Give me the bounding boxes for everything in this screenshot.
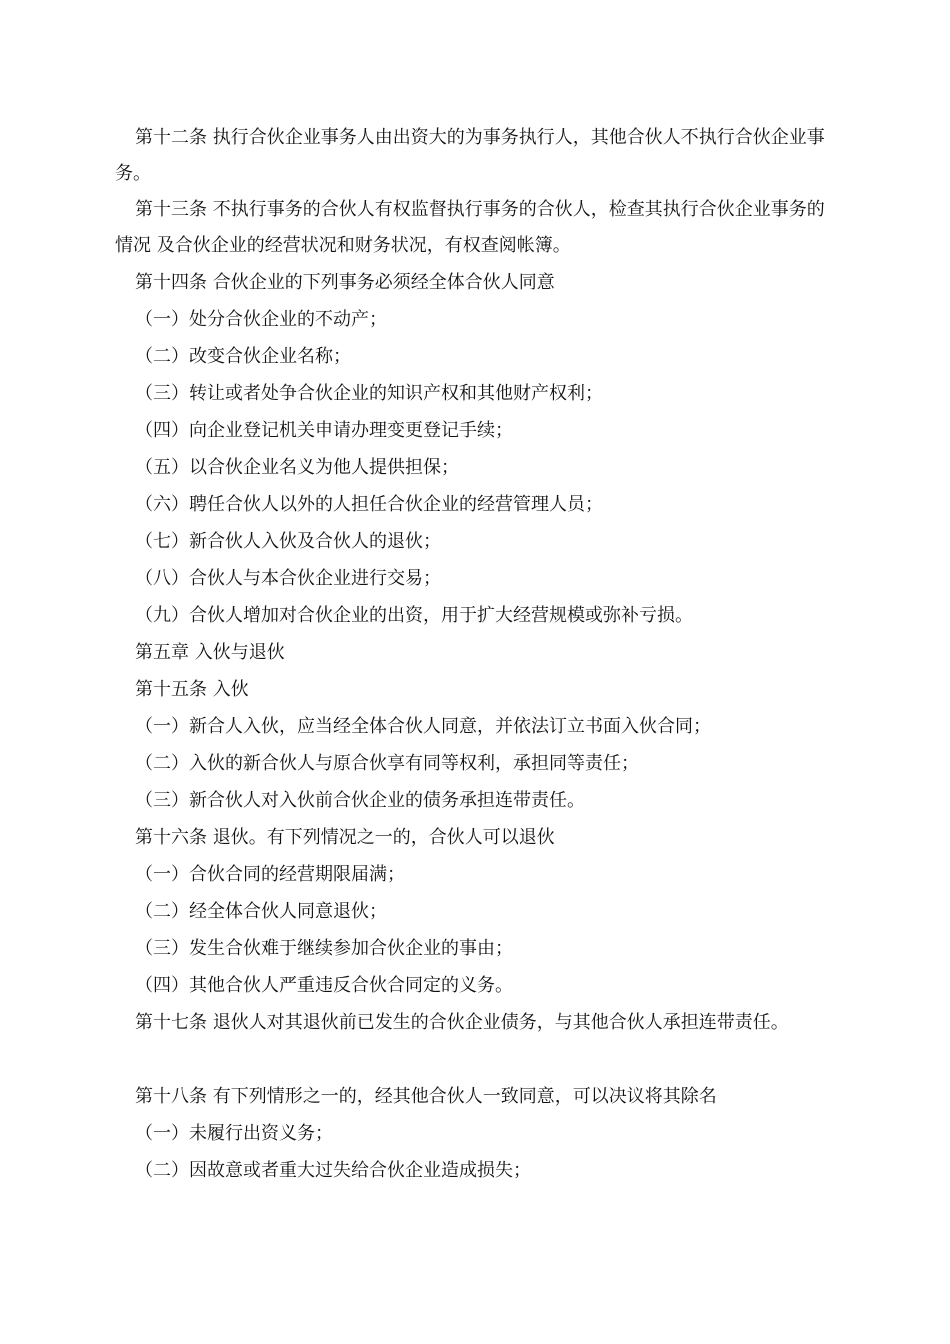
article-15-item-2: （二）入伙的新合伙人与原合伙享有同等权利，承担同等责任； <box>135 753 639 774</box>
article-14-item-2: （二）改变合伙企业名称； <box>135 346 351 367</box>
article-14-item-7: （七）新合伙人入伙及合伙人的退伙； <box>135 531 441 552</box>
article-14-item-9: （九）合伙人增加对合伙企业的出资，用于扩大经营规模或弥补亏损。 <box>135 605 693 626</box>
article-18-item-1: （一）未履行出资义务； <box>135 1123 333 1144</box>
article-16-item-1: （一）合伙合同的经营期限届满； <box>135 864 405 885</box>
article-18-item-2: （二）因故意或者重大过失给合伙企业造成损失； <box>135 1160 531 1181</box>
article-16-item-4: （四）其他合伙人严重违反合伙合同定的义务。 <box>135 975 513 996</box>
article-17: 第十七条 退伙人对其退伙前已发生的合伙企业债务，与其他合伙人承担连带责任。 <box>135 1012 789 1033</box>
article-15-item-3: （三）新合伙人对入伙前合伙企业的债务承担连带责任。 <box>135 790 585 811</box>
article-13: 第十三条 不执行事务的合伙人有权监督执行事务的合伙人，检查其执行合伙企业事务的情况 及合伙企业的经营状况和财务状况，有权查阅帐簿。 <box>115 199 825 256</box>
article-14-item-3: （三）转让或者处争合伙企业的知识产权和其他财产权利； <box>135 383 603 404</box>
article-18: 第十八条 有下列情形之一的，经其他合伙人一致同意，可以决议将其除名 <box>135 1086 717 1107</box>
article-15: 第十五条 入伙 <box>135 679 249 700</box>
document-body <box>115 120 840 1189</box>
article-16: 第十六条 退伙。有下列情况之一的，合伙人可以退伙 <box>135 827 555 848</box>
article-15-item-1: （一）新合人入伙，应当经全体合伙人同意，并依法订立书面入伙合同； <box>135 716 711 737</box>
article-14: 第十四条 合伙企业的下列事务必须经全体合伙人同意 <box>135 272 555 293</box>
article-12: 第十二条 执行合伙企业事务人由出资大的为事务执行人，其他合伙人不执行合伙企业事务。 <box>115 127 825 184</box>
article-16-item-3: （三）发生合伙难于继续参加合伙企业的事由； <box>135 938 513 959</box>
article-14-item-8: （八）合伙人与本合伙企业进行交易； <box>135 568 441 589</box>
article-14-item-5: （五）以合伙企业名义为他人提供担保； <box>135 457 459 478</box>
paragraph-spacer <box>115 1041 840 1078</box>
article-14-item-4: （四）向企业登记机关申请办理变更登记手续； <box>135 420 513 441</box>
article-14-item-1: （一）处分合伙企业的不动产； <box>135 309 387 330</box>
article-14-item-6: （六）聘任合伙人以外的人担任合伙企业的经营管理人员； <box>135 494 603 515</box>
chapter-5-heading: 第五章 入伙与退伙 <box>135 642 285 663</box>
article-16-item-2: （二）经全体合伙人同意退伙； <box>135 901 387 922</box>
